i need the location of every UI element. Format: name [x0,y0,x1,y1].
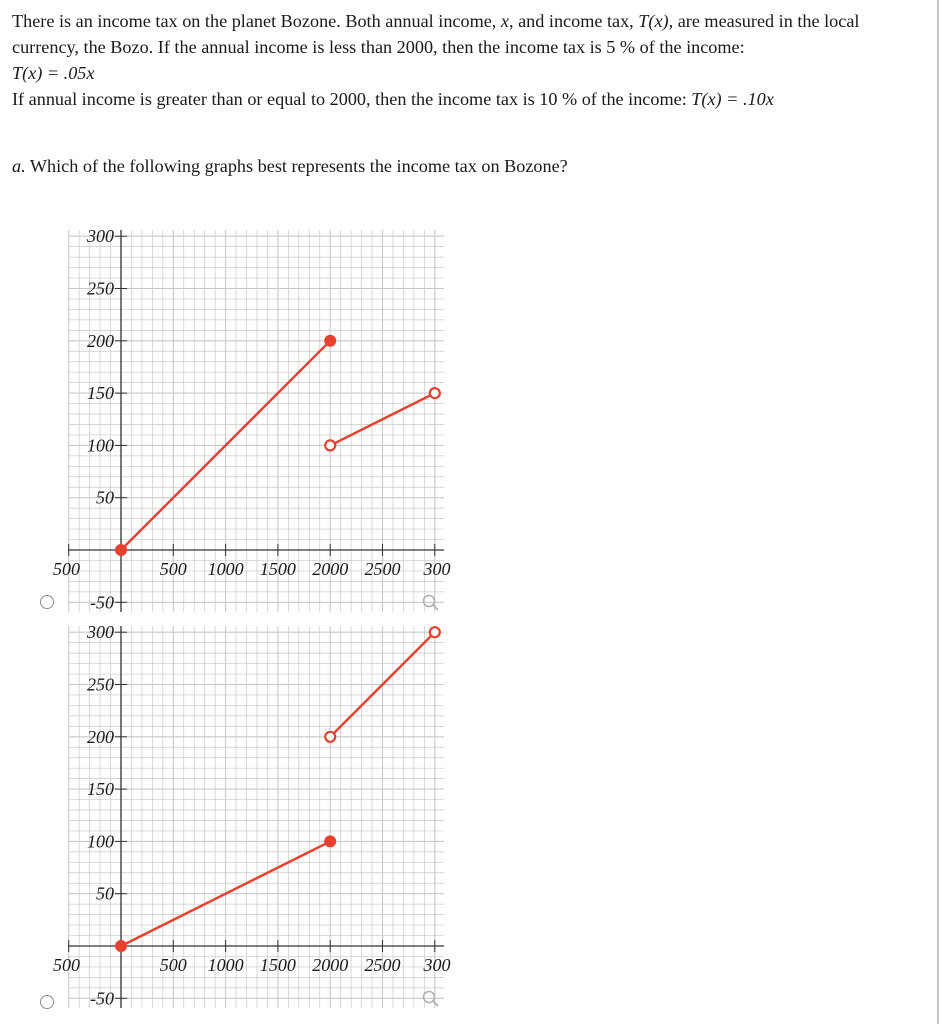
y-tick-label: -50 [90,592,114,613]
x-tick-label: 500 [159,955,187,975]
problem-statement [12,8,927,112]
y-tick-label: 200 [87,330,114,351]
open-endpoint [430,388,440,398]
closed-endpoint [115,940,127,952]
problem-text: If annual income is greater than or equal to 2000, then the income tax is 10 % of the income: [12,89,692,109]
x-tick-label: 300 [423,559,451,579]
magnifier-lens [424,992,435,1003]
problem-text: , are measured in the local currency, the Bozo. If the annual income is less than 2000, then the income tax is 5 % of the income: [12,11,860,57]
x-tick-label: 1500 [259,955,296,975]
problem-paragraph-1 [12,8,927,60]
x-tick-label: 500 [53,559,80,579]
magnifier-lens [424,596,435,607]
y-tick-label: -50 [90,988,114,1009]
y-tick-label: 150 [87,779,114,800]
option-1-chart [0,226,470,616]
equation-high-income: T(x) = .10x [691,89,774,109]
magnifier-handle [433,1001,438,1006]
y-tick-label: 50 [96,487,114,508]
x-tick-label: 2000 [312,955,349,975]
option-2-chart [0,622,470,1024]
math-tx: T(x) [638,11,669,31]
closed-endpoint [324,835,336,847]
open-endpoint [325,440,335,450]
y-tick-label: 50 [96,883,114,904]
x-tick-label: 2000 [312,559,349,579]
y-tick-label: 300 [87,622,114,643]
x-tick-label: 500 [53,955,80,975]
x-tick-label: 300 [423,955,451,975]
y-tick-label: 250 [87,674,114,695]
y-tick-label: 150 [87,383,114,404]
open-endpoint [325,732,335,742]
question-label: a. [12,156,26,176]
question-a [12,156,568,177]
question-text: Which of the following graphs best represents the income tax on Bozone? [25,156,568,176]
x-tick-label: 2500 [364,955,401,975]
x-tick-label: 2500 [364,559,401,579]
equation-low-income: T(x) = .05x [12,63,95,83]
y-tick-label: 300 [87,226,114,247]
x-tick-label: 1000 [207,559,244,579]
problem-text: There is an income tax on the planet Bozone. Both annual income, [12,11,501,31]
y-tick-label: 100 [87,831,114,852]
closed-endpoint [115,544,127,556]
option-1-radio[interactable] [40,595,54,609]
x-tick-label: 1500 [259,559,296,579]
x-tick-label: 500 [159,559,187,579]
magnifier-handle [433,605,438,610]
problem-paragraph-2 [12,86,927,112]
y-tick-label: 200 [87,726,114,747]
math-x: x [500,11,509,31]
open-endpoint [430,627,440,637]
closed-endpoint [324,335,336,347]
option-2-radio[interactable] [40,995,54,1009]
problem-text: , and income tax, [508,11,639,31]
y-tick-label: 250 [87,278,114,299]
y-tick-label: 100 [87,435,114,456]
x-tick-label: 1000 [207,955,244,975]
